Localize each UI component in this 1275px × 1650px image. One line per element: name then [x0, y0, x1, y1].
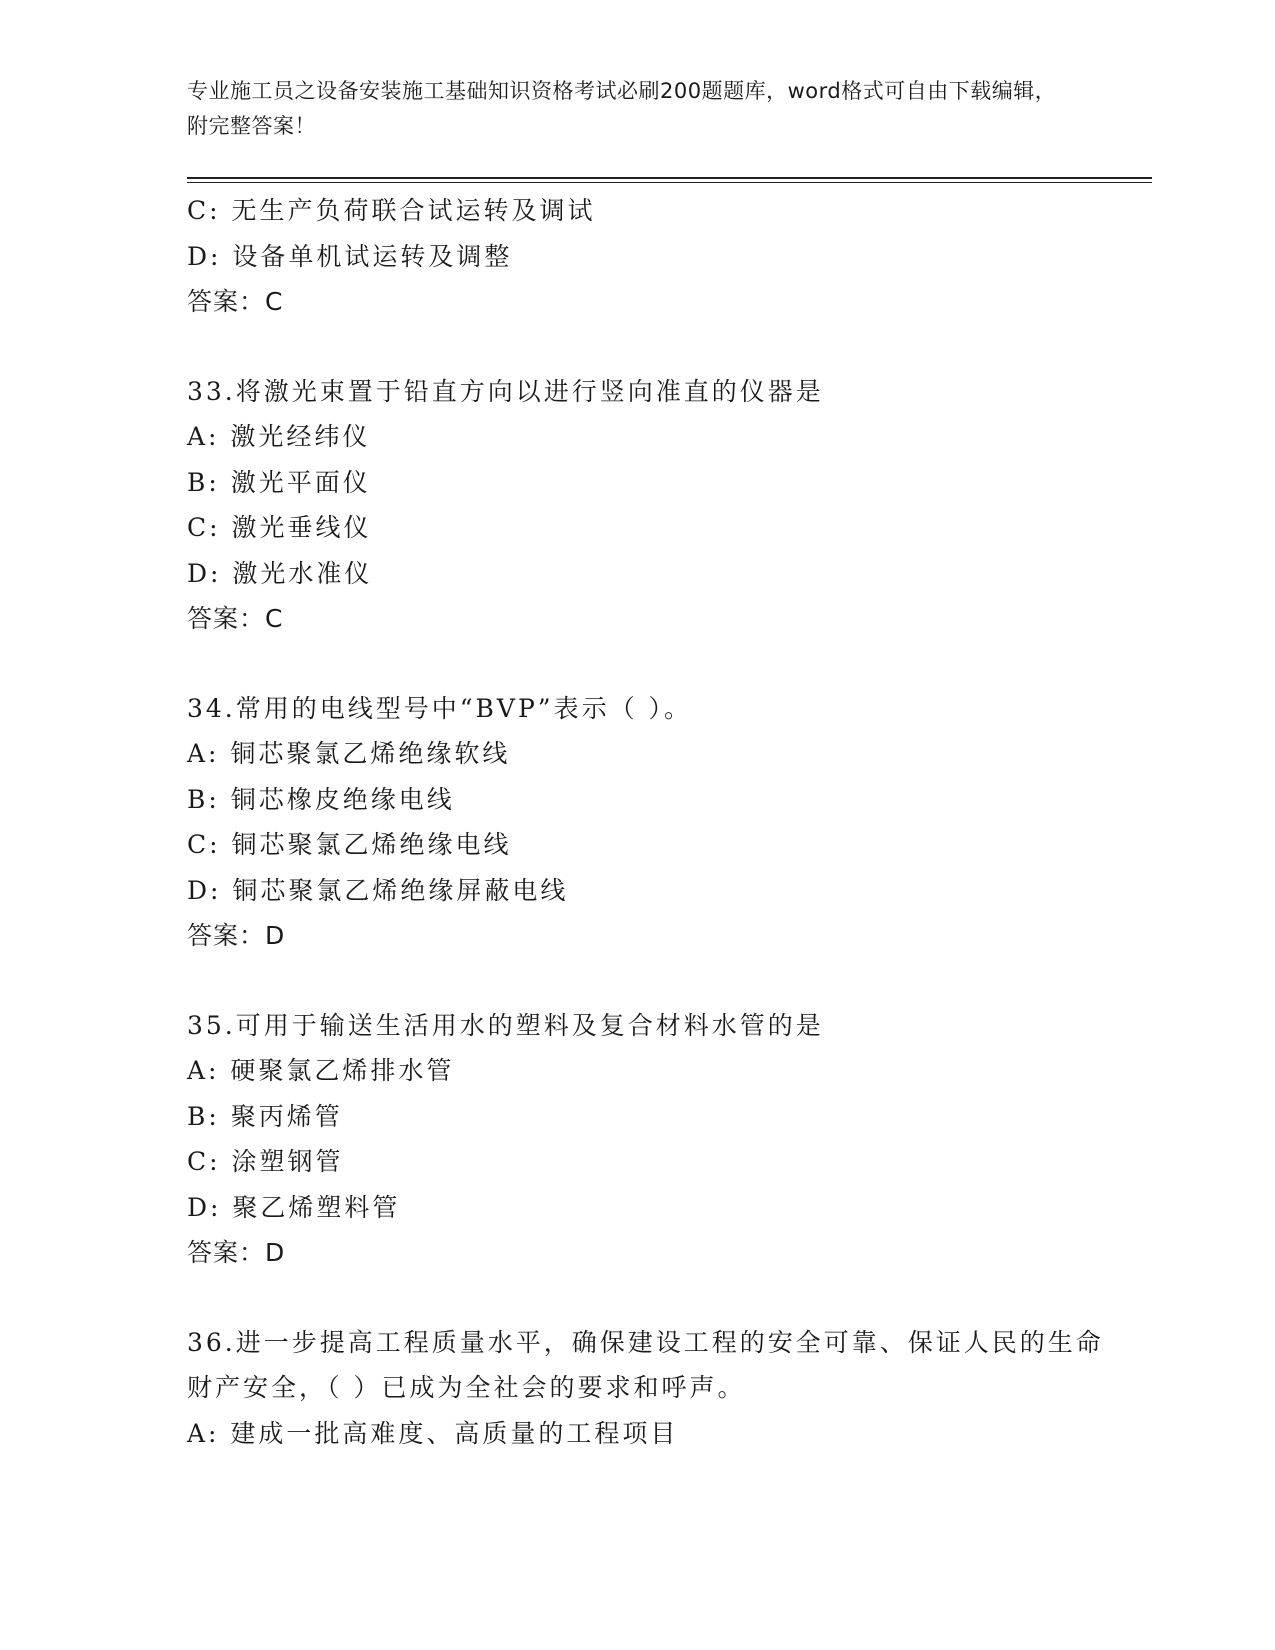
answer: 答案：D: [187, 1238, 286, 1267]
question-text: 35.可用于输送生活用水的塑料及复合材料水管的是: [187, 1010, 824, 1040]
question-33: [187, 369, 1107, 642]
option-d: D: 聚乙烯塑料管: [187, 1192, 401, 1222]
header-divider: [187, 177, 1152, 183]
spacer: [187, 325, 1107, 369]
question-32-continued: [187, 188, 1107, 325]
spacer: [187, 642, 1107, 686]
question-35: [187, 1003, 1107, 1276]
answer: 答案：C: [187, 604, 284, 633]
option-a: A: 激光经纬仪: [187, 422, 371, 451]
answer: 答案：D: [187, 921, 286, 950]
document-body: [187, 188, 1107, 1456]
question-36: [187, 1320, 1107, 1457]
option-a: A: 硬聚氯乙烯排水管: [187, 1056, 455, 1085]
page-header: 专业施工员之设备安装施工基础知识资格考试必刷200题题库，word格式可自由下载编辑，附完整答案！: [187, 79, 1057, 138]
option-d: D: 激光水准仪: [187, 558, 373, 588]
spacer: [187, 1276, 1107, 1320]
option-b: B: 聚丙烯管: [187, 1101, 343, 1131]
question-34: [187, 686, 1107, 959]
option-b: B: 激光平面仪: [187, 467, 371, 497]
option-c: C: 激光垂线仪: [187, 513, 372, 542]
option-c: C: 涂塑钢管: [187, 1147, 344, 1176]
option-a: A: 建成一批高难度、高质量的工程项目: [187, 1418, 679, 1448]
option-a: A: 铜芯聚氯乙烯绝缘软线: [187, 739, 511, 768]
question-text: 34.常用的电线型号中“BVP”表示（ ）。: [187, 693, 693, 723]
question-text: 36.进一步提高工程质量水平，确保建设工程的安全可靠、保证人民的生命财产安全，（ ）已成为全社会的要求和呼声。: [187, 1327, 1104, 1402]
answer: 答案：C: [187, 287, 284, 316]
option-d: D: 铜芯聚氯乙烯绝缘屏蔽电线: [187, 875, 569, 905]
option-c: C: 铜芯聚氯乙烯绝缘电线: [187, 830, 512, 859]
spacer: [187, 959, 1107, 1003]
option-b: B: 铜芯橡皮绝缘电线: [187, 784, 455, 814]
option-d: D: 设备单机试运转及调整: [187, 241, 513, 271]
option-c: C: 无生产负荷联合试运转及调试: [187, 196, 596, 225]
question-text: 33.将激光束置于铅直方向以进行竖向准直的仪器是: [187, 376, 824, 406]
